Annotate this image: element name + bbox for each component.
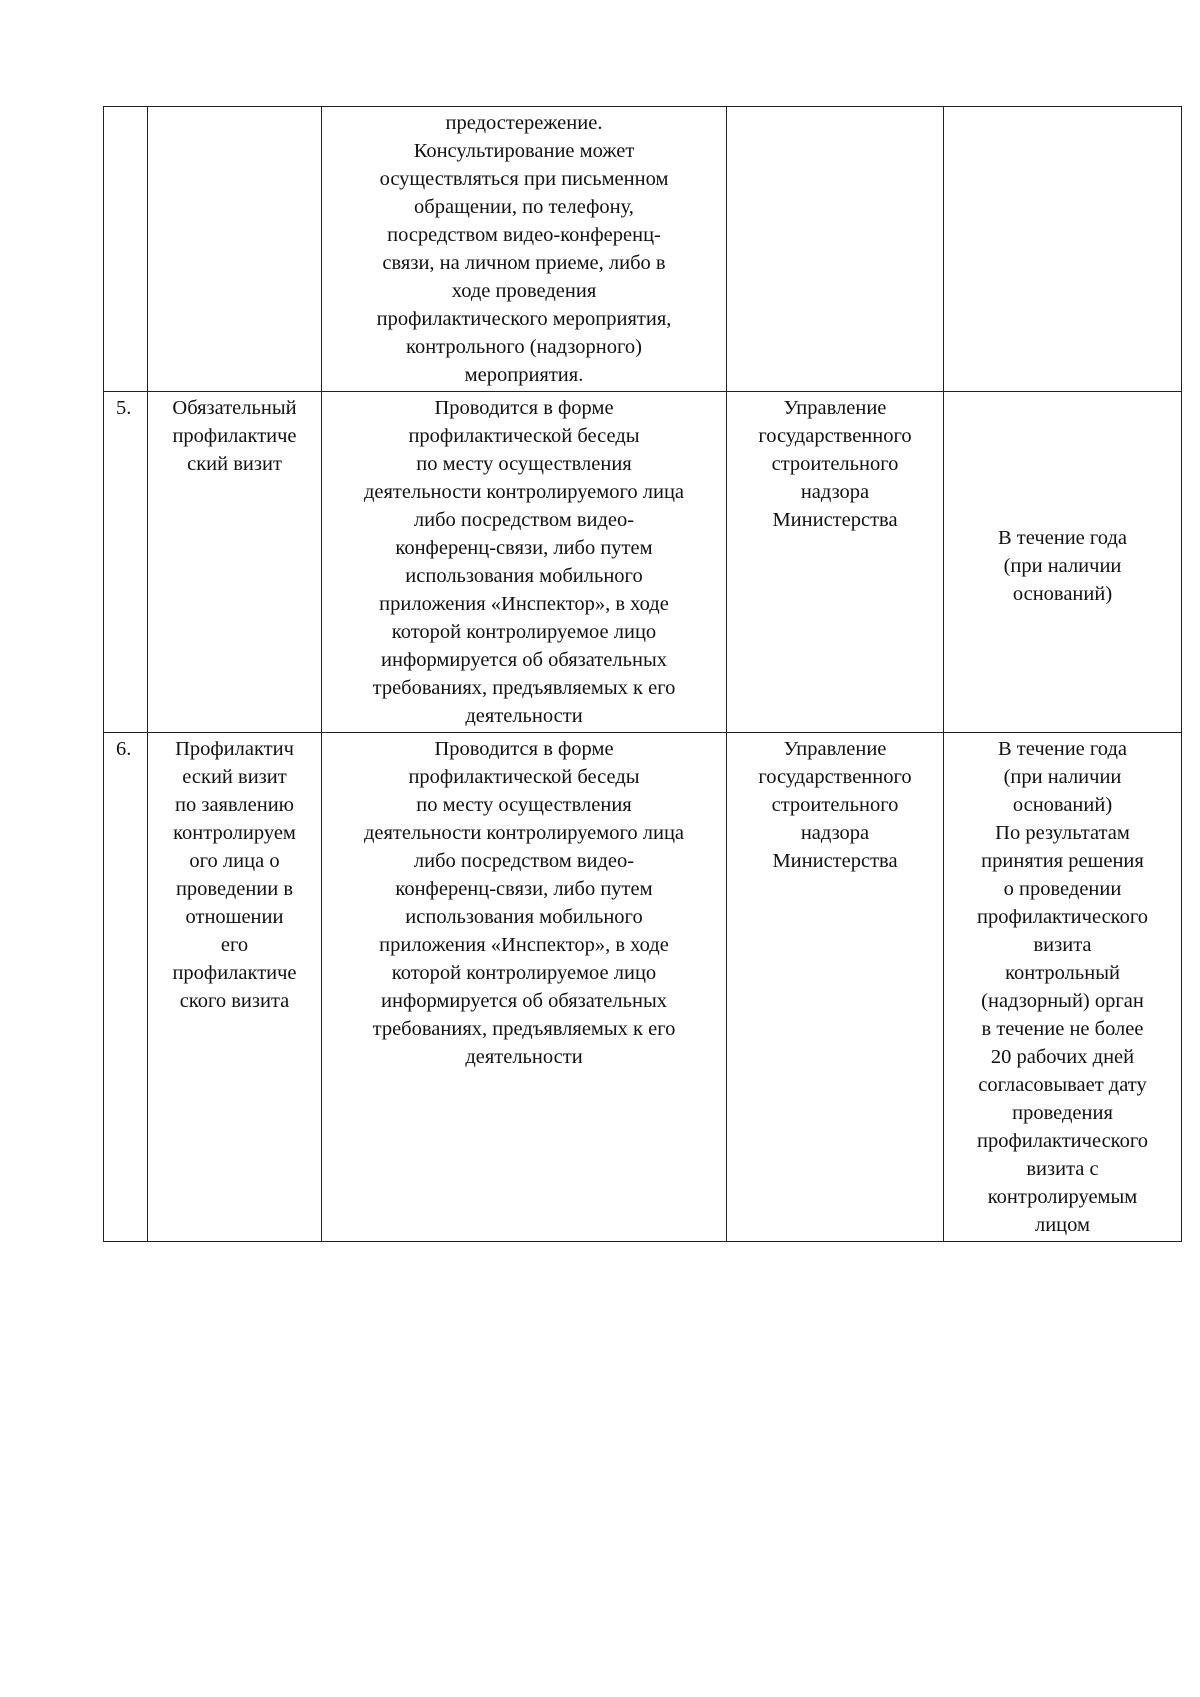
form-line: связи, на личном приеме, либо в [382,252,666,274]
measures-table [103,106,1182,1242]
form-line: осуществляться при письменном [379,168,669,190]
name-line: по заявлению [175,794,294,816]
measure-form-cell [322,392,727,733]
term-line: визита [1033,934,1092,956]
term-line: контрольный [1005,962,1120,984]
term-line: контролируемым [987,1186,1138,1208]
measure-name-cell [148,392,322,733]
name-line: контролируем [173,822,296,844]
form-line: деятельности [465,1046,583,1068]
table-row [104,733,1182,1242]
form-line: конференц-связи, либо путем [395,878,653,900]
name-line: профилактиче [172,962,297,984]
form-line: которой контролируемое лицо [391,962,657,984]
form-line: использования мобильного [405,565,643,587]
row-number-cell [104,733,148,1242]
form-line: деятельности [465,705,583,727]
row-number-cell [104,392,148,733]
row-number-cell [104,107,148,392]
form-line: Консультирование может [413,140,635,162]
name-line: Обязательный [172,397,297,419]
term-cell [944,733,1182,1242]
term-line: В течение года [997,527,1127,549]
form-line: мероприятия. [464,364,584,386]
name-line: еский визит [182,766,287,788]
term-line: 20 рабочих дней [990,1046,1135,1068]
term-line: профилактического [976,906,1148,928]
form-line: посредством видео-конференц- [387,224,661,246]
form-line: информируется об обязательных [381,990,667,1012]
form-line: либо посредством видео- [413,850,635,872]
form-line: которой контролируемое лицо [391,621,657,643]
responsible-line: Управление [783,738,887,760]
form-line: обращении, по телефону, [414,196,634,218]
form-line: требованиях, предъявляемых к его [372,677,676,699]
name-line: ский визит [187,453,282,475]
name-line: отношении [185,906,284,928]
term-line: принятия решения [981,850,1144,872]
form-line: конференц-связи, либо путем [395,537,653,559]
measure-form-cell [322,107,727,392]
form-line: ходе проведения [451,280,597,302]
name-line: его [220,934,249,956]
form-line: по месту осуществления [416,794,632,816]
term-line: визита с [1026,1158,1099,1180]
form-line: контрольного (надзорного) [406,336,642,358]
form-line: информируется об обязательных [381,649,667,671]
name-line: Профилактич [175,738,294,760]
responsible-cell [727,107,944,392]
form-line: профилактического мероприятия, [376,308,672,330]
responsible-line: строительного [771,794,899,816]
form-line: профилактической беседы [408,766,640,788]
term-line: в течение не более [981,1018,1144,1040]
form-line: приложения «Инспектор», в ходе [379,593,669,615]
table-row [104,392,1182,733]
form-line: предостережение. [445,112,603,134]
term-line: проведения [1012,1102,1113,1124]
form-line: по месту осуществления [416,453,632,475]
term-line: профилактического [976,1130,1148,1152]
form-line: деятельности контролируемого лица [363,481,685,503]
responsible-line: строительного [771,453,899,475]
term-line: (надзорный) орган [981,990,1144,1012]
form-line: деятельности контролируемого лица [363,822,685,844]
term-line: согласовывает дату [978,1074,1147,1096]
term-line: (при наличии [1003,555,1122,577]
responsible-line: государственного [758,425,912,447]
responsible-line: Управление [783,397,887,419]
term-line: оснований) [1012,583,1113,605]
name-line: проведении в [175,878,294,900]
term-line: лицом [1034,1214,1090,1236]
term-cell [944,392,1182,733]
form-line: Проводится в форме [434,738,614,760]
term-line: оснований) [1012,794,1113,816]
name-line: ского визита [179,990,290,1012]
responsible-line: надзора [800,481,870,503]
measure-name-cell [148,733,322,1242]
name-line: профилактиче [172,425,297,447]
form-line: приложения «Инспектор», в ходе [379,934,669,956]
table-row [104,107,1182,392]
form-line: Проводится в форме [434,397,614,419]
term-cell [944,107,1182,392]
form-line: либо посредством видео- [413,509,635,531]
responsible-line: Министерства [772,509,898,531]
form-line: профилактической беседы [408,425,640,447]
name-line: ого лица о [189,850,280,872]
term-line: (при наличии [1003,766,1122,788]
term-line: о проведении [1003,878,1122,900]
row-number: 6. [116,738,132,760]
responsible-line: надзора [800,822,870,844]
responsible-cell [727,733,944,1242]
responsible-line: Министерства [772,850,898,872]
term-line: По результатам [995,822,1130,844]
responsible-cell [727,392,944,733]
row-number: 5. [116,397,132,419]
measure-form-cell [322,733,727,1242]
measure-name-cell [148,107,322,392]
form-line: использования мобильного [405,906,643,928]
term-line: В течение года [997,738,1127,760]
responsible-line: государственного [758,766,912,788]
form-line: требованиях, предъявляемых к его [372,1018,676,1040]
